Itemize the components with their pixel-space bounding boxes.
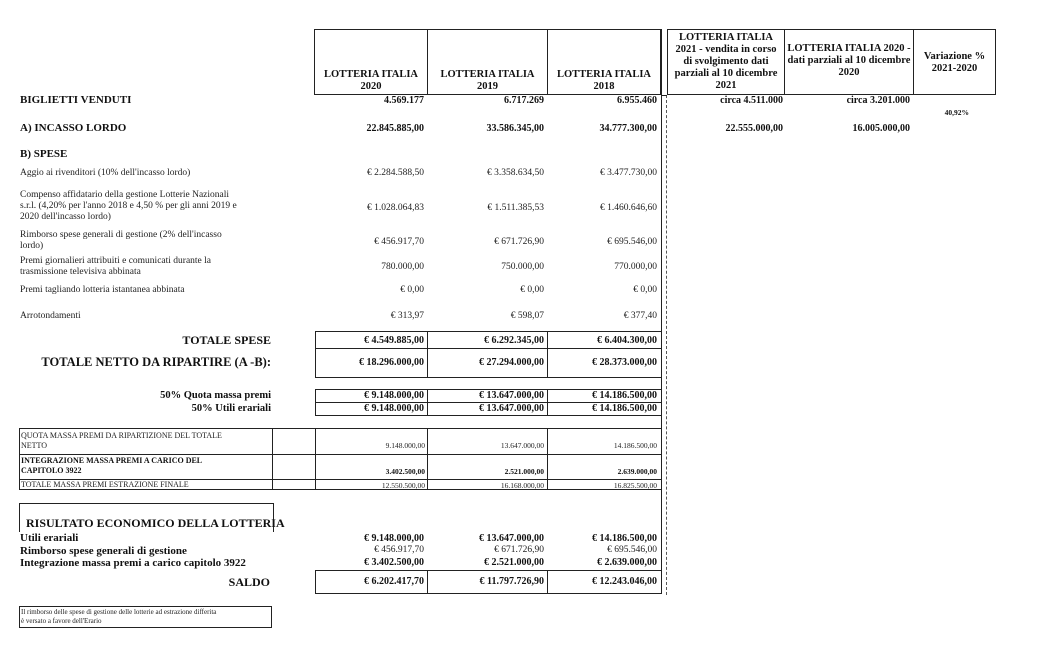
- biglietti-2018: 6.955.460: [617, 95, 657, 106]
- spese-row-label: Arrotondamenti: [20, 311, 81, 321]
- massa-col-line: [272, 428, 273, 490]
- biglietti-2019: 6.717.269: [504, 95, 544, 106]
- massa-row-label: TOTALE MASSA PREMI ESTRAZIONE FINALE: [21, 480, 189, 489]
- massa-divider: [19, 454, 662, 455]
- risultato-title: RISULTATO ECONOMICO DELLA LOTTERIA: [26, 516, 285, 530]
- header-2020: LOTTERIA ITALIA 2020: [323, 69, 419, 92]
- massa-row-2020: 9.148.000,00: [385, 441, 425, 450]
- spese-row-2018: € 0,00: [633, 285, 657, 295]
- massa-row-label: INTEGRAZIONE MASSA PREMI A CARICO DEL CAPITOLO 3922: [21, 456, 203, 475]
- biglietti-2020-partial: circa 3.201.000: [846, 95, 910, 106]
- spese-row-2020: € 456.917,70: [374, 237, 424, 247]
- footnote-text: Il rimborso delle spese di gestione delle lotterie ad estrazione differita è versato a favore dell'Erario: [21, 608, 217, 625]
- massa-row-2020: 3.402.500,00: [385, 467, 425, 476]
- spese-row-2019: 750.000,00: [501, 262, 544, 272]
- risultato-row-2020: € 9.148.000,00: [364, 533, 424, 544]
- spese-row-2020: 780.000,00: [381, 262, 424, 272]
- utili-2018: € 14.186.500,00: [592, 403, 657, 414]
- spese-row-2019: € 1.511.385,53: [487, 203, 544, 213]
- risultato-row-2018: € 14.186.500,00: [592, 533, 657, 544]
- spese-row-2019: € 3.358.634,50: [487, 168, 544, 178]
- biglietti-2021: circa 4.511.000: [720, 95, 783, 106]
- totale-spese-2020: € 4.549.885,00: [364, 335, 424, 346]
- spese-row-2018: 770.000,00: [614, 262, 657, 272]
- spese-row-2019: € 0,00: [520, 285, 544, 295]
- massa-row-2018: 2.639.000,00: [617, 467, 657, 476]
- massa-row-label: QUOTA MASSA PREMI DA RIPARTIZIONE DEL TOTALE NETTO: [21, 431, 222, 450]
- massa-row-2019: 2.521.000,00: [504, 467, 544, 476]
- divider-line: [661, 29, 662, 594]
- divider-dashed: [666, 95, 667, 595]
- biglietti-variazione: 40,92%: [944, 108, 969, 117]
- incasso-2021: 22.555.000,00: [725, 123, 783, 134]
- saldo-2018: € 12.243.046,00: [592, 576, 657, 587]
- risultato-row-2018: € 2.639.000,00: [597, 557, 657, 568]
- saldo-2020: € 6.202.417,70: [364, 576, 424, 587]
- spese-row-2018: € 377,40: [623, 311, 657, 321]
- spese-row-2020: € 0,00: [400, 285, 424, 295]
- risultato-row-2018: € 695.546,00: [607, 545, 657, 555]
- utili-label: 50% Utili erariali: [191, 403, 271, 414]
- risultato-row-label: Integrazione massa premi a carico capitolo 3922: [20, 557, 246, 569]
- totale-netto-label: TOTALE NETTO DA RIPARTIRE (A -B):: [41, 355, 271, 369]
- totale-spese-label: TOTALE SPESE: [182, 333, 271, 347]
- risultato-row-label: Rimborso spese generali di gestione: [20, 545, 187, 557]
- spese-row-2018: € 695.546,00: [607, 237, 657, 247]
- risultato-row-2020: € 456.917,70: [374, 545, 424, 555]
- header-2021: LOTTERIA ITALIA 2021 - vendita in corso di svolgimento dati parziali al 10 dicembre 2021: [674, 32, 778, 91]
- spese-title: B) SPESE: [20, 148, 68, 160]
- spese-row-2018: € 3.477.730,00: [600, 168, 657, 178]
- incasso-2020: 22.845.885,00: [366, 123, 424, 134]
- biglietti-2020: 4.569.177: [384, 95, 424, 106]
- incasso-2018: 34.777.300,00: [599, 123, 657, 134]
- incasso-2020-partial: 16.005.000,00: [852, 123, 910, 134]
- risultato-row-2019: € 13.647.000,00: [479, 533, 544, 544]
- spese-row-2018: € 1.460.646,60: [600, 203, 657, 213]
- incasso-2019: 33.586.345,00: [486, 123, 544, 134]
- risultato-row-2020: € 3.402.500,00: [364, 557, 424, 568]
- quota-2018: € 14.186.500,00: [592, 390, 657, 401]
- saldo-2019: € 11.797.726,90: [479, 576, 544, 587]
- header-2019: LOTTERIA ITALIA 2019: [440, 69, 535, 92]
- massa-row-2019: 13.647.000,00: [500, 441, 544, 450]
- header-2018: LOTTERIA ITALIA 2018: [556, 69, 652, 92]
- totale-spese-2018: € 6.404.300,00: [597, 335, 657, 346]
- spese-row-2020: € 2.284.588,50: [367, 168, 424, 178]
- saldo-label: SALDO: [228, 575, 270, 589]
- spese-row-2020: € 1.028.064,83: [367, 203, 424, 213]
- totale-netto-2019: € 27.294.000,00: [479, 357, 544, 368]
- risultato-row-label: Utili erariali: [20, 532, 79, 544]
- utili-2019: € 13.647.000,00: [479, 403, 544, 414]
- header-variazione: Variazione % 2021-2020: [923, 51, 986, 74]
- quota-2020: € 9.148.000,00: [364, 390, 424, 401]
- quota-2019: € 13.647.000,00: [479, 390, 544, 401]
- spese-row-label: Rimborso spese generali di gestione (2% dell'incasso lordo): [20, 230, 222, 251]
- totali-divider: [315, 348, 662, 349]
- totale-spese-2019: € 6.292.345,00: [484, 335, 544, 346]
- spese-row-label: Premi giornalieri attribuiti e comunicati durante la trasmissione televisiva abbinata: [20, 256, 211, 277]
- quota-label: 50% Quota massa premi: [160, 390, 271, 401]
- spese-row-label: Compenso affidatario della gestione Lotterie Nazionali s.r.l. (4,20% per l'anno 2018 e 4,50 % per gli anni 2019 e 2020 dell'incasso lordo): [20, 190, 237, 222]
- totale-netto-2020: € 18.296.000,00: [359, 357, 424, 368]
- massa-row-2018: 14.186.500,00: [613, 441, 657, 450]
- utili-2020: € 9.148.000,00: [364, 403, 424, 414]
- massa-row-2018: 16.825.500,00: [613, 481, 657, 490]
- massa-row-2020: 12.550.500,00: [381, 481, 425, 490]
- biglietti-label: BIGLIETTI VENDUTI: [20, 94, 132, 106]
- totale-netto-2018: € 28.373.000,00: [592, 357, 657, 368]
- spese-row-2019: € 598,07: [510, 311, 544, 321]
- risultato-row-2019: € 671.726,90: [494, 545, 544, 555]
- header-2020-partial: LOTTERIA ITALIA 2020 - dati parziali al 10 dicembre 2020: [787, 43, 911, 78]
- spese-row-label: Aggio ai rivenditori (10% dell'incasso lordo): [20, 168, 191, 178]
- massa-row-2019: 16.168.000,00: [500, 481, 544, 490]
- spese-row-2019: € 671.726,90: [494, 237, 544, 247]
- risultato-row-2019: € 2.521.000,00: [484, 557, 544, 568]
- spese-row-2020: € 313,97: [390, 311, 424, 321]
- incasso-label: A) INCASSO LORDO: [20, 122, 127, 134]
- spese-row-label: Premi tagliando lotteria istantanea abbinata: [20, 285, 185, 295]
